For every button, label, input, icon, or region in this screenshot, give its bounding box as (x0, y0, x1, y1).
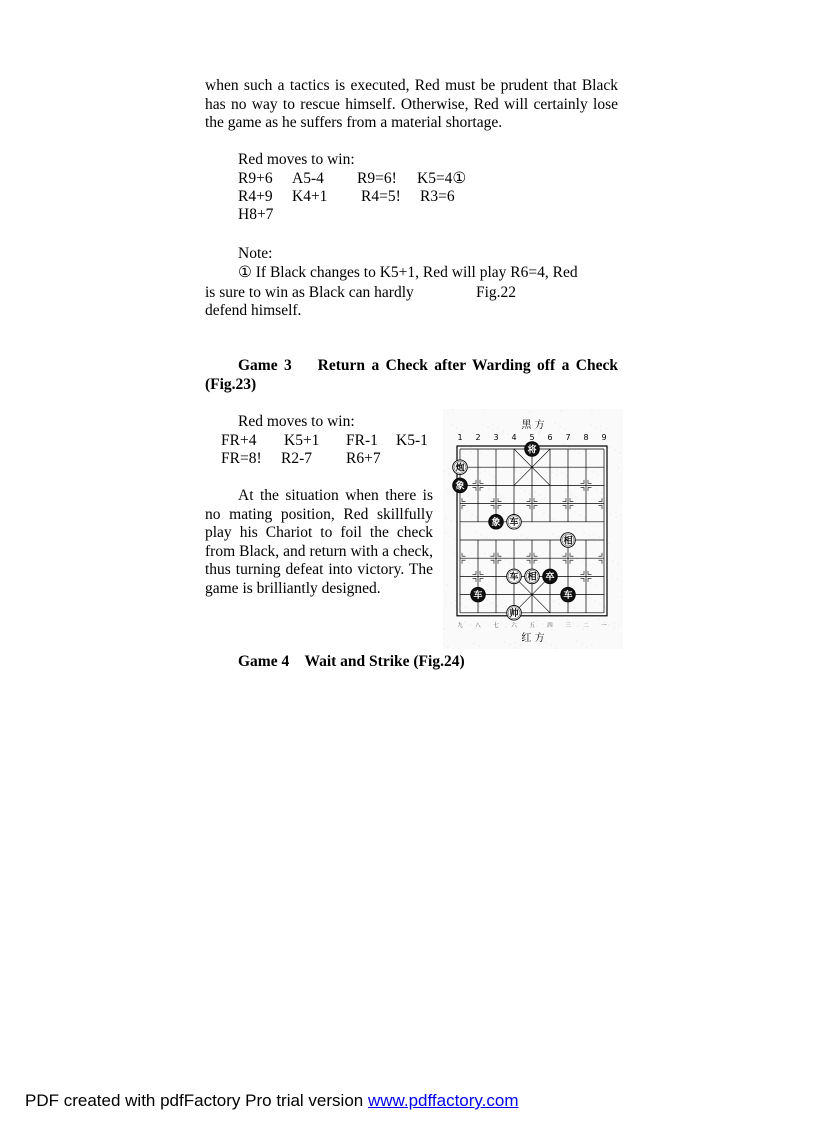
paper-speckle (559, 604, 560, 605)
paper-speckle (559, 599, 560, 600)
paper-speckle (571, 494, 572, 495)
piece-label: 车 (509, 518, 519, 529)
paper-speckle (552, 472, 553, 473)
paper-speckle (613, 561, 614, 562)
paper-speckle (548, 454, 549, 455)
paper-speckle (542, 624, 543, 625)
paper-speckle (609, 543, 610, 544)
paper-speckle (469, 563, 470, 564)
paper-speckle (457, 428, 458, 429)
paper-speckle (543, 451, 544, 452)
file-number: 三 (565, 623, 571, 629)
paper-speckle (560, 426, 561, 427)
paper-speckle (477, 517, 478, 518)
paper-speckle (596, 586, 597, 587)
paper-speckle (486, 538, 487, 539)
paper-speckle (611, 432, 612, 433)
paper-speckle (483, 582, 484, 583)
paper-speckle (598, 475, 599, 476)
figure-caption: Fig.22 (476, 284, 517, 301)
piece-label: 车 (563, 590, 573, 601)
paper-speckle (569, 605, 570, 606)
piece-label: 卒 (545, 572, 555, 583)
paper-speckle (472, 514, 473, 515)
paper-speckle (619, 468, 620, 469)
paper-speckle (536, 559, 537, 560)
paper-speckle (588, 469, 589, 470)
piece-label: 炮 (455, 463, 465, 474)
paper-speckle (520, 646, 521, 647)
paper-speckle (508, 516, 509, 517)
piece-label: 相 (527, 572, 537, 583)
paper-speckle (562, 555, 563, 556)
paper-speckle (450, 536, 451, 537)
paper-speckle (574, 608, 575, 609)
paper-speckle (490, 556, 491, 557)
red-piece (507, 606, 522, 621)
piece-label: 象 (491, 518, 501, 529)
paper-speckle (537, 626, 538, 627)
paper-speckle (452, 425, 453, 426)
paper-speckle (552, 630, 553, 631)
move: R4+9 (238, 188, 273, 205)
paper-speckle (592, 645, 593, 646)
paper-speckle (535, 492, 536, 493)
paper-speckle (616, 517, 617, 518)
paper-speckle (601, 431, 602, 432)
paper-speckle (522, 535, 523, 536)
paper-speckle (554, 519, 555, 520)
paper-speckle (518, 599, 519, 600)
paper-speckle (526, 476, 527, 477)
paper-speckle (503, 431, 504, 432)
paper-speckle (444, 471, 445, 472)
paper-speckle (473, 581, 474, 582)
paper-speckle (592, 410, 593, 411)
paper-speckle (485, 471, 486, 472)
paper-speckle (527, 620, 528, 621)
paper-speckle (531, 556, 532, 557)
paper-speckle (622, 582, 623, 583)
paper-speckle (480, 473, 481, 474)
paper-speckle (449, 474, 450, 475)
paper-speckle (594, 534, 595, 535)
footer-text: PDF created with pdfFactory Pro trial version (25, 1091, 368, 1110)
top-file-numbers (457, 433, 606, 442)
file-number: 一 (601, 623, 607, 629)
paper-speckle (500, 557, 501, 558)
black-piece (453, 478, 468, 493)
file-number: 6 (547, 433, 553, 442)
paper-speckle (468, 578, 469, 579)
red-piece (561, 533, 576, 548)
paper-speckle (506, 627, 507, 628)
paper-speckle (611, 514, 612, 515)
paper-speckle (458, 495, 459, 496)
move: R6+7 (346, 450, 381, 467)
file-number: 四 (547, 623, 553, 629)
note-text-1: ① If Black changes to K5+1, Red will play R6=4, Red (238, 264, 578, 281)
paper-speckle (549, 516, 550, 517)
paper-speckle (480, 468, 481, 469)
paper-speckle (451, 521, 452, 522)
paper-speckle (467, 511, 468, 512)
note-text-2: is sure to win as Black can hardly (205, 284, 414, 301)
paper-speckle (491, 541, 492, 542)
paper-speckle (515, 648, 516, 649)
black-piece (561, 587, 576, 602)
paper-speckle (448, 647, 449, 648)
red-piece (507, 515, 522, 530)
paper-speckle (564, 444, 565, 445)
note-label: Note: (238, 245, 273, 262)
paper-speckle (481, 453, 482, 454)
footer-link[interactable]: www.pdffactory.com (367, 1091, 519, 1110)
file-number: 9 (601, 433, 607, 442)
paper-speckle (476, 450, 477, 451)
paper-speckle (505, 560, 506, 561)
red-piece (453, 460, 468, 475)
paper-speckle (510, 645, 511, 646)
paper-speckle (612, 576, 613, 577)
file-number: 2 (475, 433, 481, 442)
file-number: 七 (493, 623, 499, 629)
game3-title-figref: (Fig.23) (205, 376, 257, 393)
move: K5+1 (284, 432, 320, 449)
paper-speckle (608, 558, 609, 559)
paper-speckle (577, 641, 578, 642)
paper-speckle (610, 447, 611, 448)
paper-speckle (616, 512, 617, 513)
paper-speckle (572, 561, 573, 562)
paper-speckle (523, 602, 524, 603)
paper-speckle (589, 536, 590, 537)
black-piece (489, 515, 504, 530)
paper-speckle (584, 533, 585, 534)
move: FR+4 (221, 432, 257, 449)
paper-speckle (584, 451, 585, 452)
paper-speckle (599, 619, 600, 620)
paper-speckle (481, 535, 482, 536)
paper-speckle (553, 534, 554, 535)
paper-speckle (595, 601, 596, 602)
paper-speckle (487, 600, 488, 601)
paper-speckle (498, 510, 499, 511)
paper-speckle (486, 456, 487, 457)
file-number: 3 (493, 433, 499, 442)
paper-speckle (568, 620, 569, 621)
paper-speckle (495, 477, 496, 478)
intro-paragraph: when such a tactics is executed, Red must be prudent that Black has no way to rescue himself. Otherwise, Red will certainly lose the game as he suffers from a material shortage. (205, 77, 618, 131)
xiangqi-board-diagram (443, 409, 623, 649)
paper-speckle (517, 537, 518, 538)
paper-speckle (456, 606, 457, 607)
file-number: 4 (511, 433, 517, 442)
paper-speckle (562, 473, 563, 474)
paper-speckle (535, 497, 536, 498)
paper-speckle (602, 493, 603, 494)
black-side-label: 黑 方 (521, 420, 545, 431)
paper-speckle (596, 428, 597, 429)
paper-speckle (498, 428, 499, 429)
paper-speckle (544, 513, 545, 514)
paper-speckle (606, 511, 607, 512)
paper-speckle (556, 648, 557, 649)
paper-speckle (580, 515, 581, 516)
paper-speckle (579, 453, 580, 454)
paper-speckle (547, 469, 548, 470)
paper-speckle (601, 426, 602, 427)
paper-speckle (576, 497, 577, 498)
paper-speckle (453, 492, 454, 493)
paper-speckle (582, 644, 583, 645)
paper-speckle (564, 602, 565, 603)
paper-speckle (525, 491, 526, 492)
paper-speckle (615, 450, 616, 451)
paper-speckle (490, 474, 491, 475)
paper-speckle (587, 565, 588, 566)
paper-speckle (614, 623, 615, 624)
paper-speckle (445, 533, 446, 534)
paper-speckle (567, 476, 568, 477)
move: K4+1 (292, 188, 328, 205)
move: R4=5! (361, 188, 401, 205)
paper-speckle (565, 429, 566, 430)
move: FR=8! (221, 450, 262, 467)
paper-speckle (455, 539, 456, 540)
paper-speckle (444, 629, 445, 630)
move: R3=6 (420, 188, 455, 205)
paper-speckle (508, 434, 509, 435)
paper-speckle (454, 554, 455, 555)
paper-speckle (453, 410, 454, 411)
paper-speckle (459, 557, 460, 558)
file-number: 1 (457, 433, 463, 442)
file-number: 九 (457, 623, 463, 629)
black-piece (525, 442, 540, 457)
paper-speckle (449, 469, 450, 470)
paper-speckle (557, 470, 558, 471)
paper-speckle (569, 447, 570, 448)
paper-speckle (587, 647, 588, 648)
piece-label: 象 (455, 481, 465, 492)
paper-speckle (606, 429, 607, 430)
paper-speckle (471, 452, 472, 453)
paper-speckle (494, 492, 495, 493)
paper-speckle (515, 643, 516, 644)
move: R2-7 (281, 450, 312, 467)
paper-speckle (479, 646, 480, 647)
file-number: 八 (475, 623, 481, 629)
paper-speckle (546, 642, 547, 643)
move: R9=6! (357, 170, 397, 187)
paper-speckle (599, 537, 600, 538)
paper-speckle (516, 470, 517, 471)
paper-speckle (474, 643, 475, 644)
paper-speckle (446, 600, 447, 601)
file-number: 五 (529, 623, 535, 629)
red-side-label: 红 方 (521, 633, 545, 644)
note-text-3: defend himself. (205, 302, 302, 319)
paper-speckle (446, 518, 447, 519)
bottom-file-numbers (457, 621, 607, 629)
paper-speckle (589, 454, 590, 455)
paper-speckle (605, 607, 606, 608)
game3-description: At the situation when there is no mating position, Red skillfully play his Chariot to foil the check from Black, and return with a check, thus turning defeat into victory. The game is brilliantly designed. (205, 487, 433, 597)
paper-speckle (510, 563, 511, 564)
paper-speckle (591, 583, 592, 584)
paper-speckle (620, 453, 621, 454)
paper-speckle (492, 603, 493, 604)
paper-speckle (468, 496, 469, 497)
file-number: 二 (583, 623, 589, 629)
paper-speckle (540, 495, 541, 496)
paper-speckle (574, 450, 575, 451)
paper-speckle (573, 623, 574, 624)
paper-speckle (594, 539, 595, 540)
paper-speckle (558, 537, 559, 538)
paper-speckle (483, 424, 484, 425)
move: R9+6 (238, 170, 273, 187)
paper-speckle (462, 431, 463, 432)
paper-speckle (471, 447, 472, 448)
file-number: 7 (565, 433, 571, 442)
red-piece (525, 569, 540, 584)
paper-speckle (501, 624, 502, 625)
paper-speckle (555, 423, 556, 424)
paper-speckle (530, 412, 531, 413)
paper-speckle (527, 538, 528, 539)
paper-speckle (488, 585, 489, 586)
pdf-footer (25, 1092, 519, 1111)
paper-speckle (500, 562, 501, 563)
paper-speckle (621, 515, 622, 516)
paper-speckle (447, 585, 448, 586)
paper-speckle (485, 553, 486, 554)
paper-speckle (609, 625, 610, 626)
paper-speckle (493, 425, 494, 426)
paper-speckle (591, 425, 592, 426)
game2-heading: Red moves to win: (238, 151, 355, 168)
move: H8+7 (238, 206, 274, 223)
paper-speckle (476, 532, 477, 533)
paper-speckle (593, 472, 594, 473)
paper-speckle (618, 564, 619, 565)
paper-speckle (545, 498, 546, 499)
paper-speckle (621, 597, 622, 598)
paper-speckle (582, 562, 583, 563)
paper-speckle (554, 601, 555, 602)
paper-speckle (542, 466, 543, 467)
paper-speckle (603, 555, 604, 556)
move: K5-1 (396, 432, 428, 449)
paper-speckle (503, 513, 504, 514)
black-piece (471, 587, 486, 602)
paper-speckle (530, 494, 531, 495)
paper-speckle (488, 427, 489, 428)
piece-label: 车 (509, 572, 519, 583)
paper-speckle (551, 645, 552, 646)
game3-title: Game 3 Return a Check after Warding off a Check (238, 357, 618, 374)
move: A5-4 (292, 170, 324, 187)
paper-speckle (597, 490, 598, 491)
paper-speckle (561, 411, 562, 412)
piece-label: 车 (473, 590, 483, 601)
red-piece (507, 569, 522, 584)
paper-speckle (590, 598, 591, 599)
paper-speckle (451, 603, 452, 604)
paper-speckle (519, 584, 520, 585)
paper-speckle (575, 512, 576, 513)
paper-speckle (537, 621, 538, 622)
paper-speckle (617, 579, 618, 580)
paper-speckle (541, 562, 542, 563)
black-piece (543, 569, 558, 584)
paper-speckle (463, 575, 464, 576)
paper-speckle (614, 628, 615, 629)
game3-heading: Red moves to win: (238, 413, 355, 430)
paper-speckle (496, 621, 497, 622)
paper-speckle (493, 430, 494, 431)
file-number: 8 (583, 433, 589, 442)
paper-speckle (482, 520, 483, 521)
paper-speckle (456, 601, 457, 602)
paper-speckle (520, 488, 521, 489)
paper-speckle (512, 452, 513, 453)
paper-speckle (579, 448, 580, 449)
paper-speckle (577, 559, 578, 560)
piece-label: 将 (527, 445, 537, 456)
paper-speckle (539, 433, 540, 434)
paper-speckle (489, 489, 490, 490)
paper-speckle (495, 559, 496, 560)
paper-speckle (465, 622, 466, 623)
paper-speckle (499, 495, 500, 496)
paper-speckle (585, 518, 586, 519)
paper-speckle (619, 626, 620, 627)
paper-speckle (557, 475, 558, 476)
move: K5=4① (417, 170, 467, 187)
paper-speckle (470, 625, 471, 626)
paper-speckle (505, 642, 506, 643)
file-number: 5 (529, 433, 535, 442)
paper-speckle (528, 605, 529, 606)
game4-title: Game 4 Wait and Strike (Fig.24) (238, 653, 465, 670)
paper-speckle (466, 607, 467, 608)
piece-label: 帅 (509, 609, 519, 620)
paper-speckle (578, 626, 579, 627)
paper-speckle (448, 489, 449, 490)
paper-speckle (504, 498, 505, 499)
paper-speckle (461, 604, 462, 605)
paper-speckle (473, 499, 474, 500)
move: FR-1 (346, 432, 378, 449)
paper-speckle (566, 491, 567, 492)
paper-speckle (600, 604, 601, 605)
paper-speckle (517, 455, 518, 456)
file-number: 六 (511, 623, 517, 629)
piece-label: 相 (563, 536, 573, 547)
paper-speckle (521, 473, 522, 474)
paper-speckle (497, 606, 498, 607)
